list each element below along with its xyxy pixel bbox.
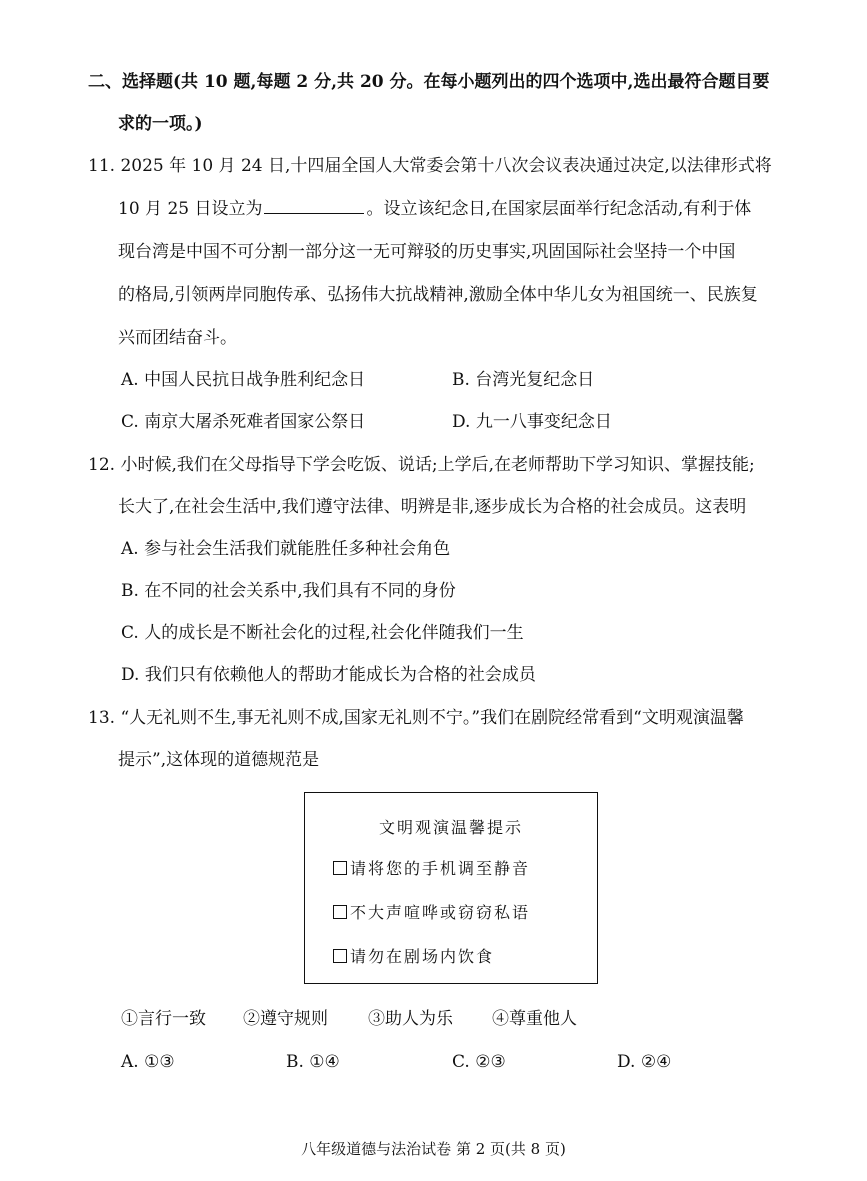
q12-option-a: A. 参与社会生活我们就能胜任多种社会角色 [121, 539, 451, 559]
section-heading-line-2: 求的一项。) [118, 114, 203, 134]
q12-option-d: D. 我们只有依赖他人的帮助才能成长为合格的社会成员 [121, 665, 536, 685]
q11-stem-line-2a: 10 月 25 日设立为 [118, 199, 263, 219]
notice-item [333, 944, 494, 967]
q11-option-b: B. 台湾光复纪念日 [452, 370, 595, 390]
checkbox-icon [333, 905, 347, 919]
notice-item-text: 请将您的手机调至静音 [350, 859, 531, 878]
q13-stem-line-1: 13. “人无礼则不生,事无礼则不成,国家无礼则不宁。”我们在剧院经常看到“文明观演温馨 [88, 708, 744, 728]
q11-stem-line-4: 的格局,引领两岸同胞传承、弘扬伟大抗战精神,激励全体中华儿女为祖国统一、民族复 [118, 285, 758, 305]
q13-option-d: D. ②④ [617, 1052, 672, 1072]
q11-stem-line-3: 现台湾是中国不可分割一部分这一无可辩驳的历史事实,巩固国际社会坚持一个中国 [118, 242, 736, 262]
q11-stem-line-1: 11. 2025 年 10 月 24 日,十四届全国人大常委会第十八次会议表决通过决定,以法律形式将 [88, 156, 772, 176]
q11-stem-line-2b: 。设立该纪念日,在国家层面举行纪念活动,有利于体 [366, 199, 752, 219]
q12-stem-line-1: 12. 小时候,我们在父母指导下学会吃饭、说话;上学后,在老师帮助下学习知识、掌握技能; [88, 455, 755, 475]
q13-option-b: B. ①④ [286, 1052, 340, 1072]
q11-option-d: D. 九一八事变纪念日 [452, 412, 612, 432]
q11-option-a: A. 中国人民抗日战争胜利纪念日 [121, 370, 366, 390]
notice-item [333, 900, 530, 923]
notice-item [333, 856, 530, 879]
notice-item-text: 不大声喧哗或窃窃私语 [350, 903, 531, 922]
q12-stem-line-2: 长大了,在社会生活中,我们遵守法律、明辨是非,逐步成长为合格的社会成员。这表明 [118, 497, 747, 517]
theater-notice-box [304, 792, 598, 984]
q13-option-a: A. ①③ [121, 1052, 175, 1072]
q13-statement-2: ②遵守规则 [243, 1009, 328, 1029]
notice-title: 文明观演温馨提示 [378, 818, 523, 837]
q13-statement-4: ④尊重他人 [492, 1009, 577, 1029]
q12-option-b: B. 在不同的社会关系中,我们具有不同的身份 [121, 581, 456, 601]
q13-statement-3: ③助人为乐 [368, 1009, 453, 1029]
q13-statement-1: ①言行一致 [121, 1009, 206, 1029]
q11-answer-blank [264, 197, 364, 214]
q11-stem-line-2 [118, 197, 751, 221]
q13-option-c: C. ②③ [452, 1052, 506, 1072]
q11-stem-line-5: 兴而团结奋斗。 [118, 328, 237, 348]
notice-item-text: 请勿在剧场内饮食 [350, 947, 495, 966]
q13-stem-line-2: 提示”,这体现的道德规范是 [118, 750, 320, 770]
section-heading-line-1: 二、选择题(共 10 题,每题 2 分,共 20 分。在每小题列出的四个选项中,选出最符合题目要 [88, 72, 770, 92]
q12-option-c: C. 人的成长是不断社会化的过程,社会化伴随我们一生 [121, 623, 524, 643]
checkbox-icon [333, 861, 347, 875]
page-footer: 八年级道德与法治试卷 第 2 页(共 8 页) [301, 1140, 566, 1158]
checkbox-icon [333, 949, 347, 963]
q11-option-c: C. 南京大屠杀死难者国家公祭日 [121, 412, 366, 432]
